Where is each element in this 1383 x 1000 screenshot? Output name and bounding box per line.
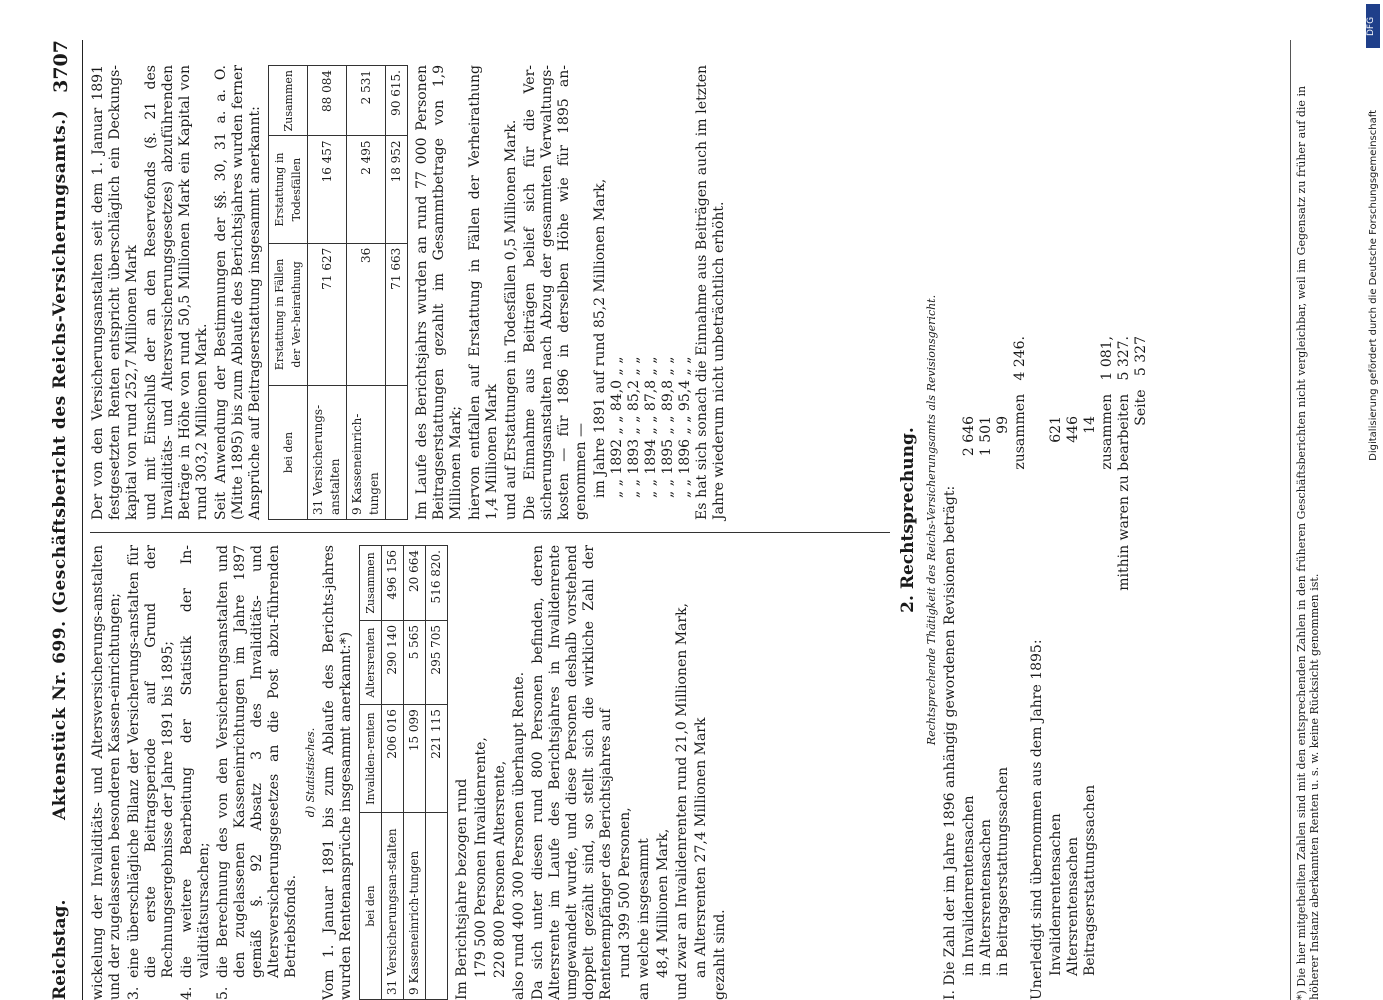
table-row: 9 Kasseneinrich-tungen 36 2 495 2 531 xyxy=(347,66,386,520)
paragraph: Da sich unter diesen rund 800 Personen befinden, deren Altersrente im Laufe des Berichtsjahres in Invalidenrente umgewandelt wurde, und diese Personen deshalb vorstehend doppelt gezählt sind, so stellt sich die wirkliche Zahl der Rentenempfänger des Berichtsjahres auf xyxy=(530,545,614,1000)
header-left: Reichstag. xyxy=(50,899,70,1000)
list-item: in Altersrentensachen 1 501 xyxy=(978,416,994,976)
paragraph: Seit Anwendung der Bestimmungen der §§. 30, 31 a. a. O. (Mitte 1895) bis zum Ablaufe des Berichtsjahres wurden ferner Ansprüche auf Beitragserstattung insgesammt anerkannt: xyxy=(213,65,263,520)
paragraph: und zwar an Invalidenrenten rund 21,0 Millionen Mark, xyxy=(674,602,690,1000)
list-item: „ „ 1894 „ „ 87,8 „ „ xyxy=(643,356,659,498)
paragraph: gezahlt sind. xyxy=(712,909,728,1000)
paragraph: Es hat sich sonach die Einnahme aus Beiträgen auch im letzten Jahre wiederum nicht unbeträchtlich erhöht. xyxy=(694,65,727,520)
paragraph: hiervon entfallen auf Erstattung in Fällen der Verheirathung 1,4 Millionen Mark xyxy=(467,65,500,520)
paragraph: 179 500 Personen Invalidenrente, xyxy=(473,737,489,978)
list-item: 4.die weitere Bearbeitung der Statistik der In-validitätsursachen; xyxy=(179,545,212,1000)
header-title: Aktenstück Nr. 699. (Geschäftsbericht des Reichs-Versicherungsamts.) xyxy=(50,109,70,820)
paragraph: Im Laufe des Berichtsjahrs wurden an rund 77 000 Personen Beitragserstattungen gezahlt im Gesammtbetrage von 1,9 Millionen Mark; xyxy=(414,65,464,520)
section-rechtsprechung xyxy=(900,40,1150,1000)
paragraph: und mit Einschluß der an den Reservefonds (§. 21 des Invaliditäts- und Altersversicherungsgesetzes) abzuführenden Beträge in Höhe von rund 50,5 Millionen Mark ein Kapital von rund 303,2 Millionen Mark. xyxy=(143,65,210,520)
list-item: in Invalidenrentensachen 2 646 xyxy=(961,416,977,976)
subheading: d) Statistisches. xyxy=(304,727,317,818)
page-carry-row: Seite 5 327 xyxy=(1133,336,1149,426)
list-item: Altersrentensachen 446 xyxy=(1065,416,1081,976)
footnote: *) Die hier mitgetheilten Zahlen sind mit den entsprechenden Zahlen in den früheren Geschäftsberichten nicht vergleichbar, weil im Gegensatz zu früher auf die in höherer Instanz aberkannten Renten u. s. w. keine Rücksicht genommen ist. xyxy=(1290,40,1321,1000)
sum-row: zusammen 1 081, xyxy=(1099,336,1115,470)
paragraph: 220 800 Personen Altersrente, xyxy=(492,760,508,978)
paragraph: also rund 400 300 Personen überhaupt Rente. xyxy=(511,671,527,1000)
table-row: 31 Versicherungs-anstalten 71 627 16 457 88 084 xyxy=(308,66,347,520)
table-header-row: bei den Invaliden-renten Altersrenten Zusammen xyxy=(360,546,382,1000)
paragraph: rund 399 500 Personen, xyxy=(617,807,633,978)
paragraph: und auf Erstattungen in Todesfällen 0,5 Millionen Mark. xyxy=(503,119,519,520)
table-header-row: bei den Erstattung in Fällen der Ver-heirathung Erstattung in Todesfällen Zusammen xyxy=(269,66,308,520)
refund-table xyxy=(268,65,408,520)
digitization-credit xyxy=(1367,0,1381,1000)
list-item: 5.die Berechnung des von den Versicherungsanstalten und den zugelassenen Kasseneinrichtungen im Jahre 1897 gemäß §. 92 Absatz 3 des Invaliditäts- und Altersversicherungsgesetzes an die Post abzu-führenden Betriebsfonds. xyxy=(215,545,299,1000)
credit-text: Digitalisierung gefördert durch die Deutsche Forschungsgemeinschaft xyxy=(1368,110,1379,461)
paragraph: Der von den Versicherungsanstalten seit dem 1. Januar 1891 festgesetzten Renten entspricht überschläglich ein Deckungs-kapital von rund 252,7 Millionen Mark xyxy=(90,65,140,520)
right-column xyxy=(90,65,730,520)
list-item: Invalidenrentensachen 621 xyxy=(1048,416,1064,976)
table-total-row: 71 663 18 952 90 615. xyxy=(386,66,408,520)
paragraph: Unerledigt sind übernommen aus dem Jahre 1895: xyxy=(1029,639,1045,1000)
header-page-number: 3707 xyxy=(50,40,72,93)
column-divider xyxy=(90,532,890,533)
list-item: Beitragserstattungssachen 14 xyxy=(1082,416,1098,976)
table-total-row: 221 115 295 705 516 820. xyxy=(426,546,448,1000)
pension-table xyxy=(359,545,448,1000)
sum-row: zusammen 4 246. xyxy=(1012,336,1028,470)
table-row: 9 Kasseneinrich-tungen 15 099 5 565 20 664 xyxy=(404,546,426,1000)
section-subtitle: Rechtsprechende Thätigkeit des Reichs-Versicherungsamts als Revisionsgericht. xyxy=(925,294,938,746)
list-item: „ „ 1892 „ „ 84,0 „ „ xyxy=(609,356,625,498)
dfg-logo: DFG xyxy=(1366,4,1380,48)
total-row: mithin waren zu bearbeiten 5 327. xyxy=(1116,336,1132,591)
paragraph: Im Berichtsjahre bezogen rund xyxy=(454,778,470,1000)
list-item: „ „ 1895 „ „ 89,8 „ „ xyxy=(660,356,676,498)
paragraph: Die Einnahme aus Beiträgen belief sich für die Ver-sicherungsanstalten nach Abzug der gesammten Verwaltungs-kosten — für 1896 in derselben Höhe wie für 1895 an-genommen — xyxy=(522,65,589,520)
list-item: 3.eine überschlägliche Bilanz der Versicherungs-anstalten für die erste Beitragsperiode auf Grund der Rechnungsergebnisse der Jahre 1891 bis 1895; xyxy=(126,545,176,1000)
list-item: im Jahre 1891 auf rund 85,2 Millionen Mark, xyxy=(592,178,608,498)
table-row: 31 Versicherungsan-stalten 206 016 290 140 496 156 xyxy=(382,546,404,1000)
paragraph: I. Die Zahl der im Jahre 1896 anhängig gewordenen Revisionen beträgt: xyxy=(942,485,958,1000)
left-column xyxy=(90,545,731,1000)
paragraph: an welche insgesammt xyxy=(636,838,652,1000)
year-list xyxy=(592,65,694,520)
paragraph: an Altersrenten 27,4 Millionen Mark xyxy=(693,717,709,978)
list-item: in Beitragserstattungssachen 99 xyxy=(995,416,1011,976)
list-item: „ „ 1896 „ „ 95,4 „ „ xyxy=(677,356,693,498)
paragraph: 48,4 Millionen Mark, xyxy=(655,828,671,978)
section-title: 2. Rechtsprechung. xyxy=(898,427,918,613)
paragraph: wickelung der Invaliditäts- und Altersversicherungs-anstalten und der zugelassenen besonderen Kassen-einrichtungen; xyxy=(90,545,123,1000)
paragraph: Vom 1. Januar 1891 bis zum Ablaufe des Berichts-jahres wurden Rentenansprüche insgesammt anerkannt:*) xyxy=(321,545,354,1000)
rotated-document-page xyxy=(50,40,1370,1000)
list-item: „ „ 1893 „ „ 85,2 „ „ xyxy=(626,356,642,498)
header-rule xyxy=(82,40,83,1000)
page-header xyxy=(50,40,80,1000)
